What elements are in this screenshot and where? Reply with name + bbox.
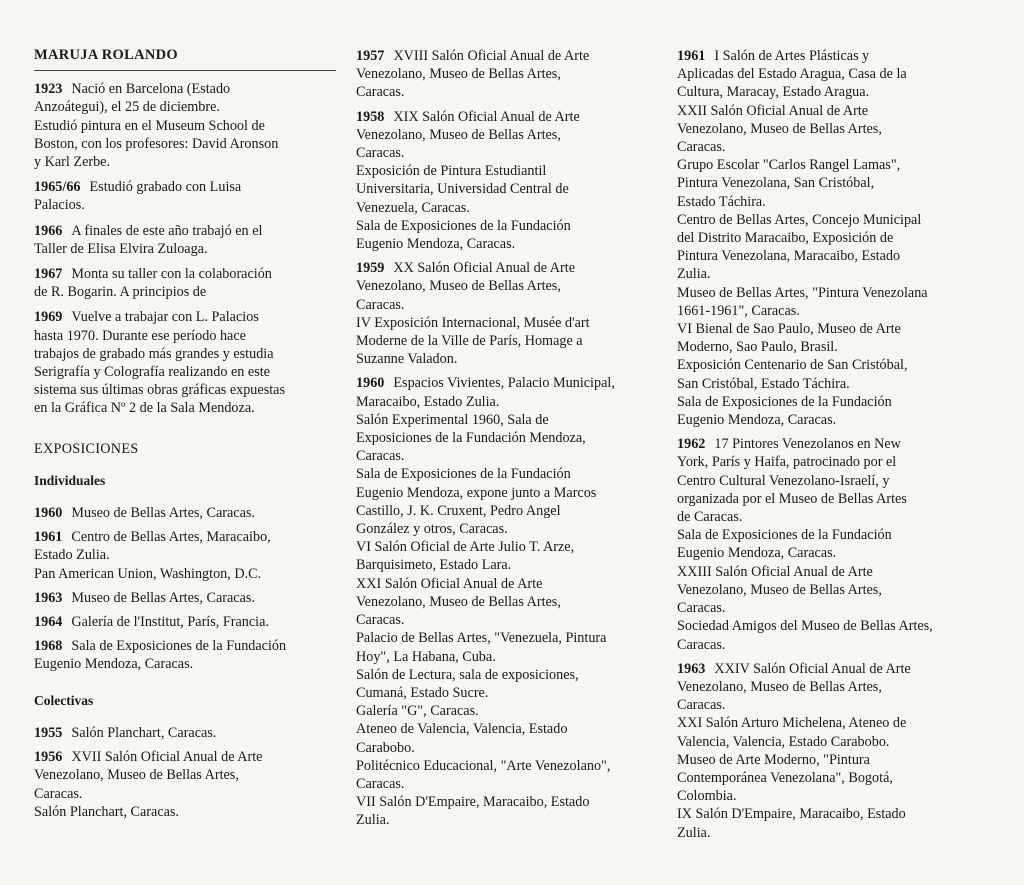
entry-year: 1966 xyxy=(34,222,63,239)
entry-year: 1957 xyxy=(356,48,385,64)
entry-line xyxy=(677,393,973,411)
entry-text: Zulia. xyxy=(677,824,711,841)
entry-line xyxy=(677,83,973,101)
entry-line xyxy=(356,684,656,702)
entry-text: sistema sus últimas obras gráficas expuestas xyxy=(34,382,285,399)
entry-text: Zulia. xyxy=(677,266,711,283)
entry-line xyxy=(356,144,656,162)
colectivas-list-col1 xyxy=(34,724,336,821)
entry-text: Valencia, Valencia, Estado Carabobo. xyxy=(677,733,890,750)
entry-text: IX Salón D'Empaire, Maracaibo, Estado xyxy=(677,806,906,823)
entry-line xyxy=(34,345,336,363)
entry-text: Eugenio Mendoza, Caracas. xyxy=(677,545,837,562)
entry-line xyxy=(356,502,656,520)
entry-text: Pintura Venezolana, Maracaibo, Estado xyxy=(677,248,901,265)
entry xyxy=(34,178,336,214)
entry-text: Exposiciones de la Fundación Mendoza, xyxy=(356,430,586,447)
entry-line xyxy=(356,484,656,502)
entry-line xyxy=(34,80,336,98)
entry-text: de R. Bogarin. A principios de xyxy=(34,284,207,301)
entry-text: Museo de Bellas Artes, Caracas. xyxy=(71,589,255,606)
entry xyxy=(677,660,973,842)
entry-text: Carabobo. xyxy=(356,739,415,756)
entry-year: 1963 xyxy=(677,660,706,677)
entry-text: Ateneo de Valencia, Valencia, Estado xyxy=(356,721,568,738)
entry-text: organizada por el Museo de Bellas Artes xyxy=(677,490,907,507)
entry-line xyxy=(677,302,973,320)
entry-text: González y otros, Caracas. xyxy=(356,521,508,538)
entry-line xyxy=(677,660,973,678)
entry-line xyxy=(677,599,973,617)
entry-line xyxy=(34,724,336,742)
entry-text: Politécnico Educacional, "Arte Venezolano", xyxy=(356,757,611,774)
colectivas-heading: Colectivas xyxy=(34,692,94,708)
entry-line xyxy=(34,504,336,522)
entry-text: XVII Salón Oficial Anual de Arte xyxy=(71,749,263,766)
entry xyxy=(34,637,336,673)
individuales-heading: Individuales xyxy=(34,472,106,488)
entry-text: Sala de Exposiciones de la Fundación xyxy=(356,466,571,483)
entry-line xyxy=(34,565,336,583)
entry-text: Estudió pintura en el Museum School de xyxy=(34,117,265,134)
entry-text: Estudió grabado con Luisa xyxy=(89,179,242,196)
entry-text: Sociedad Amigos del Museo de Bellas Artes, xyxy=(677,618,933,635)
entry-text: 17 Pintores Venezolanos en New xyxy=(714,436,901,453)
entry-line xyxy=(677,375,973,393)
entry-line xyxy=(677,265,973,283)
entry-text: Sala de Exposiciones de la Fundación xyxy=(677,527,892,544)
entry-text: Caracas. xyxy=(356,448,405,465)
entry-text: XIX Salón Oficial Anual de Arte xyxy=(393,108,580,125)
entry-text: San Cristóbal, Estado Táchira. xyxy=(677,375,850,392)
entry-text: Exposición Centenario de San Cristóbal, xyxy=(677,357,908,374)
entry-line xyxy=(34,546,336,564)
entry-year: 1961 xyxy=(34,529,63,546)
entry-text: Caracas. xyxy=(34,785,83,802)
entry-line xyxy=(677,174,973,192)
entry-line xyxy=(356,217,656,235)
entry-text: del Distrito Maracaibo, Exposición de xyxy=(677,230,894,247)
entry-line xyxy=(677,229,973,247)
entry-line xyxy=(356,83,656,101)
entry-year: 1964 xyxy=(34,614,63,631)
entry-line xyxy=(34,785,336,803)
entry-text: IV Exposición Internacional, Musée d'art xyxy=(356,314,590,331)
entry-text: Venezolano, Museo de Bellas Artes, xyxy=(677,581,882,598)
entry-line xyxy=(356,332,656,350)
entry-text: Centro Cultural Venezolano-Israelí, y xyxy=(677,472,890,489)
entry-line xyxy=(677,769,973,787)
entry-year: 1955 xyxy=(34,724,63,741)
entry-text: Sala de Exposiciones de la Fundación xyxy=(356,217,571,234)
entry-text: Anzoátegui), el 25 de diciembre. xyxy=(34,99,220,116)
entry-line xyxy=(356,108,656,126)
entry-text: VI Salón Oficial de Arte Julio T. Arze, xyxy=(356,539,575,556)
entry-line xyxy=(356,775,656,793)
entry-text: Venezolano, Museo de Bellas Artes, xyxy=(34,767,239,784)
entry-text: Salón Experimental 1960, Sala de xyxy=(356,411,549,428)
entry-line xyxy=(356,296,656,314)
entry-text: Eugenio Mendoza, Caracas. xyxy=(677,412,837,429)
entry xyxy=(34,222,336,258)
entry-text: Venezolano, Museo de Bellas Artes, xyxy=(356,66,561,83)
entry-line xyxy=(34,222,336,240)
entry-line xyxy=(677,636,973,654)
entry-line xyxy=(677,617,973,635)
entry-text: Suzanne Valadon. xyxy=(356,351,458,368)
entry-text: Colombia. xyxy=(677,788,737,805)
entry-line xyxy=(34,528,336,546)
entry xyxy=(34,528,336,583)
entry-line xyxy=(356,593,656,611)
entry xyxy=(356,374,656,829)
entry-year: 1969 xyxy=(34,309,63,326)
entry-line xyxy=(356,235,656,253)
entry-line xyxy=(677,211,973,229)
entry-text: Caracas. xyxy=(356,775,405,792)
entry-line xyxy=(677,356,973,374)
entry-line xyxy=(356,702,656,720)
entry-year: 1963 xyxy=(34,589,63,606)
entry xyxy=(34,504,336,522)
colectivas-list-col2 xyxy=(356,47,656,830)
entry-text: Caracas. xyxy=(677,636,726,653)
entry-line xyxy=(356,180,656,198)
entry-line xyxy=(677,490,973,508)
entry-line xyxy=(677,787,973,805)
entry-line xyxy=(34,803,336,821)
entry-line xyxy=(677,138,973,156)
entry-line xyxy=(677,47,973,65)
entry-line xyxy=(356,393,656,411)
entry-line xyxy=(34,399,336,417)
entry-line xyxy=(356,666,656,684)
entry-line xyxy=(677,247,973,265)
entry-line xyxy=(677,733,973,751)
entry xyxy=(356,47,656,102)
entry-line xyxy=(34,637,336,655)
column-2 xyxy=(356,47,656,836)
entry-text: Boston, con los profesores: David Aronson xyxy=(34,135,279,152)
entry xyxy=(34,748,336,821)
entry-text: Eugenio Mendoza, Caracas. xyxy=(34,656,194,673)
entry-text: Galería "G", Caracas. xyxy=(356,703,479,720)
entry-text: Venezolano, Museo de Bellas Artes, xyxy=(356,593,561,610)
entry-line xyxy=(677,156,973,174)
entry-text: Zulia. xyxy=(356,812,390,829)
entry-line xyxy=(356,447,656,465)
entry-text: Exposición de Pintura Estudiantil xyxy=(356,163,547,180)
entry-text: Salón Planchart, Caracas. xyxy=(34,803,179,820)
entry-text: Caracas. xyxy=(677,139,726,156)
entry-line xyxy=(356,811,656,829)
entry-line xyxy=(34,589,336,607)
entry-line xyxy=(356,465,656,483)
entry-text: XXI Salón Oficial Anual de Arte xyxy=(356,575,543,592)
entry-text: Museo de Bellas Artes, Caracas. xyxy=(71,505,255,522)
entry-line xyxy=(677,526,973,544)
entry-text: Monta su taller con la colaboración xyxy=(71,266,272,283)
entry-text: Nació en Barcelona (Estado xyxy=(71,81,231,98)
entry xyxy=(356,108,656,254)
entry xyxy=(677,435,973,653)
entry-line xyxy=(34,178,336,196)
entry-line xyxy=(356,757,656,775)
entry-line xyxy=(34,117,336,135)
entry-text: Grupo Escolar "Carlos Rangel Lamas", xyxy=(677,157,901,174)
entry-text: XXIV Salón Oficial Anual de Arte xyxy=(714,660,911,677)
column-3 xyxy=(677,47,973,848)
entry xyxy=(356,259,656,368)
entry-text: Estado Táchira. xyxy=(677,193,766,210)
entry-line xyxy=(677,696,973,714)
entry-text: y Karl Zerbe. xyxy=(34,154,111,171)
entry-text: Vuelve a trabajar con L. Palacios xyxy=(71,309,259,326)
entry-text: Eugenio Mendoza, expone junto a Marcos xyxy=(356,484,597,501)
entry-line xyxy=(677,453,973,471)
entry-line xyxy=(677,411,973,429)
entry-text: Moderno, Sao Paulo, Brasil. xyxy=(677,339,838,356)
entry-year: 1923 xyxy=(34,81,63,98)
entry-line xyxy=(677,65,973,83)
entry-line xyxy=(356,429,656,447)
entry-line xyxy=(677,544,973,562)
entry-text: Salón Planchart, Caracas. xyxy=(71,724,217,741)
entry-line xyxy=(356,556,656,574)
entry-year: 1956 xyxy=(34,749,63,766)
entry-text: trabajos de grabado más grandes y estudia xyxy=(34,345,274,362)
entry-line xyxy=(356,538,656,556)
entry xyxy=(34,308,336,417)
entry-line xyxy=(34,308,336,326)
entry-line xyxy=(356,350,656,368)
entry-line xyxy=(677,102,973,120)
entry-line xyxy=(356,65,656,83)
entry-text: en la Gráfica Nº 2 de la Sala Mendoza. xyxy=(34,400,255,417)
entry-text: Cumaná, Estado Sucre. xyxy=(356,684,489,701)
entry-text: Taller de Elisa Elvira Zuloaga. xyxy=(34,240,208,257)
entry-text: Venezolano, Museo de Bellas Artes, xyxy=(677,678,882,695)
entry-text: I Salón de Artes Plásticas y xyxy=(714,48,870,64)
entry-year: 1962 xyxy=(677,436,706,453)
entry-line xyxy=(677,508,973,526)
entry-line xyxy=(356,720,656,738)
entry xyxy=(34,613,336,631)
entry-text: Caracas. xyxy=(677,600,726,617)
entry-line xyxy=(677,751,973,769)
entry-text: Castillo, J. K. Cruxent, Pedro Angel xyxy=(356,502,561,519)
individuales-list xyxy=(34,504,336,674)
entry-year: 1960 xyxy=(34,505,63,522)
entry-text: Caracas. xyxy=(356,84,405,101)
entry-line xyxy=(356,374,656,392)
biography-list xyxy=(34,80,336,417)
entry-line xyxy=(677,714,973,732)
entry-year: 1960 xyxy=(356,375,385,392)
entry-text: XXI Salón Arturo Michelena, Ateneo de xyxy=(677,715,907,732)
entry-line xyxy=(34,196,336,214)
entry-line xyxy=(34,766,336,784)
entry-line xyxy=(34,381,336,399)
entry-text: Maracaibo, Estado Zulia. xyxy=(356,393,500,410)
entry-line xyxy=(677,338,973,356)
entry-line xyxy=(356,739,656,757)
entry-text: XXII Salón Oficial Anual de Arte xyxy=(677,102,869,119)
entry-text: Sala de Exposiciones de la Fundación xyxy=(71,638,287,655)
entry-text: Hoy", La Habana, Cuba. xyxy=(356,648,496,665)
entry-line xyxy=(677,435,973,453)
entry-text: Caracas. xyxy=(356,612,405,629)
entry-text: York, París y Haifa, patrocinado por el xyxy=(677,454,897,471)
entry-text: Caracas. xyxy=(356,145,405,162)
entry-line xyxy=(356,411,656,429)
entry-text: VI Bienal de Sao Paulo, Museo de Arte xyxy=(677,321,901,338)
entry-text: Estado Zulia. xyxy=(34,547,110,564)
entry-line xyxy=(356,277,656,295)
column-1 xyxy=(34,46,336,827)
entry xyxy=(34,80,336,171)
entry-text: Espacios Vivientes, Palacio Municipal, xyxy=(393,375,615,392)
entry-text: Galería de l'Institut, París, Francia. xyxy=(71,614,269,631)
entry-text: Pintura Venezolana, San Cristóbal, xyxy=(677,175,875,192)
entry-line xyxy=(34,748,336,766)
entry-line xyxy=(356,126,656,144)
entry-line xyxy=(677,193,973,211)
entry-text: Moderne de la Ville de París, Homage a xyxy=(356,333,583,350)
entry-line xyxy=(34,153,336,171)
entry-line xyxy=(356,199,656,217)
entry-text: hasta 1970. Durante ese período hace xyxy=(34,327,246,344)
artist-name-heading: MARUJA ROLANDO xyxy=(34,46,336,71)
entry-text: A finales de este año trabajó en el xyxy=(71,222,263,239)
entry-line xyxy=(34,98,336,116)
entry xyxy=(34,265,336,301)
entry-text: Venezuela, Caracas. xyxy=(356,199,470,216)
entry-text: Salón de Lectura, sala de exposiciones, xyxy=(356,666,579,683)
entry-line xyxy=(34,363,336,381)
entry-text: de Caracas. xyxy=(677,509,743,526)
entry-text: 1661-1961", Caracas. xyxy=(677,302,800,319)
entry-text: Venezolano, Museo de Bellas Artes, xyxy=(356,278,561,295)
entry-line xyxy=(356,629,656,647)
entry-line xyxy=(677,581,973,599)
entry-line xyxy=(677,284,973,302)
entry-line xyxy=(356,47,656,65)
entry-text: Palacio de Bellas Artes, "Venezuela, Pintura xyxy=(356,630,607,647)
entry-line xyxy=(34,327,336,345)
entry-text: Contemporánea Venezolana", Bogotá, xyxy=(677,769,893,786)
entry-text: Cultura, Maracay, Estado Aragua. xyxy=(677,84,870,101)
entry-line xyxy=(34,265,336,283)
entry-line xyxy=(34,135,336,153)
entry-line xyxy=(34,283,336,301)
exposiciones-heading: EXPOSICIONES xyxy=(34,440,139,457)
entry-text: Museo de Arte Moderno, "Pintura xyxy=(677,751,870,768)
entry-text: XXIII Salón Oficial Anual de Arte xyxy=(677,563,873,580)
entry-text: Barquisimeto, Estado Lara. xyxy=(356,557,512,574)
entry-text: Sala de Exposiciones de la Fundación xyxy=(677,393,892,410)
entry-line xyxy=(356,259,656,277)
entry-line xyxy=(677,678,973,696)
entry-text: Pan American Union, Washington, D.C. xyxy=(34,565,262,582)
entry-line xyxy=(356,575,656,593)
entry xyxy=(34,589,336,607)
entry-year: 1958 xyxy=(356,108,385,125)
entry-text: Caracas. xyxy=(677,697,726,714)
entry-text: VII Salón D'Empaire, Maracaibo, Estado xyxy=(356,794,590,811)
entry-line xyxy=(356,162,656,180)
entry-line xyxy=(356,793,656,811)
entry-text: Aplicadas del Estado Aragua, Casa de la xyxy=(677,66,907,83)
entry-text: Venezolano, Museo de Bellas Artes, xyxy=(356,126,561,143)
entry-text: XX Salón Oficial Anual de Arte xyxy=(393,260,576,277)
entry-text: Centro de Bellas Artes, Maracaibo, xyxy=(71,529,271,546)
entry-line xyxy=(34,655,336,673)
entry xyxy=(677,47,973,429)
entry-text: Venezolano, Museo de Bellas Artes, xyxy=(677,120,882,137)
entry-text: Centro de Bellas Artes, Concejo Municipal xyxy=(677,211,922,228)
entry-text: Serigrafía y Colografía realizando en este xyxy=(34,364,270,381)
entry-text: Eugenio Mendoza, Caracas. xyxy=(356,236,516,253)
entry-year: 1959 xyxy=(356,260,385,277)
entry-line xyxy=(356,611,656,629)
entry-line xyxy=(34,613,336,631)
entry-line xyxy=(677,120,973,138)
entry-text: Palacios. xyxy=(34,197,85,214)
entry-year: 1967 xyxy=(34,266,63,283)
entry-year: 1965/66 xyxy=(34,179,81,196)
entry-line xyxy=(356,520,656,538)
colectivas-list-col3 xyxy=(677,47,973,842)
entry-year: 1961 xyxy=(677,48,706,64)
entry-text: Universitaria, Universidad Central de xyxy=(356,181,569,198)
entry-line xyxy=(356,648,656,666)
entry-line xyxy=(677,320,973,338)
entry-line xyxy=(677,563,973,581)
entry-text: Museo de Bellas Artes, "Pintura Venezolana xyxy=(677,284,928,301)
entry-year: 1968 xyxy=(34,638,63,655)
entry-line xyxy=(356,314,656,332)
entry-line xyxy=(677,472,973,490)
entry-text: Caracas. xyxy=(356,296,405,313)
entry xyxy=(34,724,336,742)
entry-line xyxy=(34,240,336,258)
entry-line xyxy=(677,805,973,823)
entry-line xyxy=(677,824,973,842)
entry-text: XVIII Salón Oficial Anual de Arte xyxy=(393,48,590,64)
